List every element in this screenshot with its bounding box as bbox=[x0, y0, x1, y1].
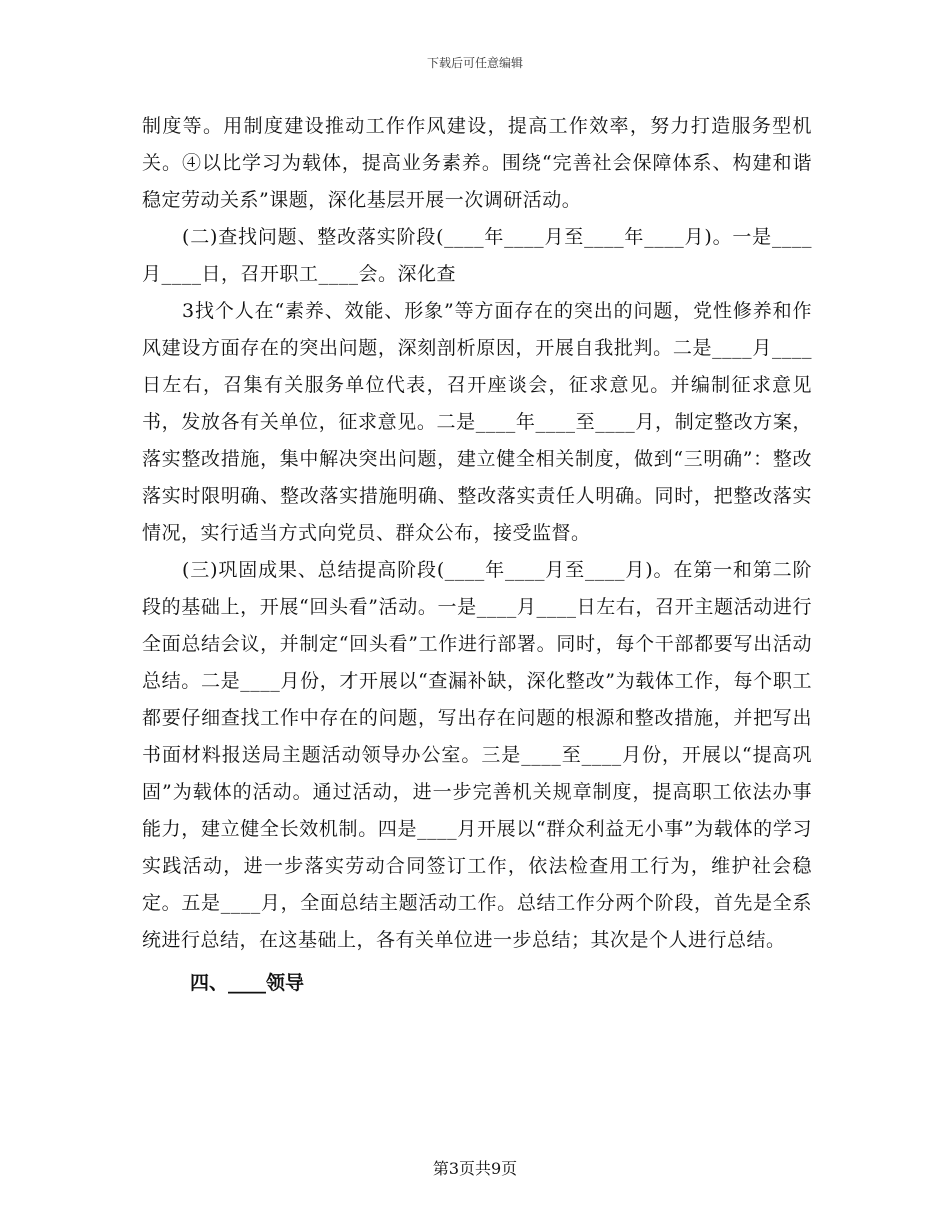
paragraph-stage-three: (三)巩固成果、总结提高阶段(____年____月至____月)。在第一和第二阶段的基础上，开展“回头看”活动。一是____月____日左右，召开主题活动进行全面总结会议，并制定“回头看”工作进行部署。同时，每个干部都要写出活动总结。二是____月份，才开展以“查漏补缺，深化整改”为载体工作，每个职工都要仔细查找工作中存在的问题，写出存在问题的根源和整改措施，并把写出书面材料报送局主题活动领导办公室。三是____至____月份，开展以“提高巩固”为载体的活动。通过活动，进一步完善机关规章制度，提高职工依法办事能力，建立健全长效机制。四是____月开展以“群众利益无小事”为载体的学习实践活动，进一步落实劳动合同签订工作，依法检查用工行为，维护社会稳定。五是____月，全面总结主题活动工作。总结工作分两个阶段，首先是全系统进行总结，在这基础上，各有关单位进一步总结；其次是个人进行总结。 bbox=[142, 559, 812, 951]
section-heading: 四、____领导 bbox=[190, 972, 305, 994]
paragraph-stage-two-detail: 3找个人在“素养、效能、形象”等方面存在的突出的问题，党性修养和作风建设方面存在的突出问题，深刻剖析原因，开展自我批判。二是____月____日左右，召集有关服务单位代表，召开座谈会，征求意见。并编制征求意见书，发放各有关单位，征求意见。二是____年____至____月，制定整改方案，落实整改措施，集中解决突出问题，建立健全相关制度，做到“三明确”：整改落实时限明确、整改落实措施明确、整改落实责任人明确。同时，把整改落实情况，实行适当方式向党员、群众公布，接受监督。 bbox=[142, 300, 812, 544]
document-body bbox=[142, 108, 812, 1002]
paragraph-stage-two: (二)查找问题、整改落实阶段(____年____月至____年____月)。一是____月____日，召开职工____会。深化查 bbox=[142, 226, 812, 285]
paragraph-continuation: 制度等。用制度建设推动工作作风建设，提高工作效率，努力打造服务型机关。④以比学习为载体，提高业务素养。围绕“完善社会保障体系、构建和谐稳定劳动关系”课题，深化基层开展一次调研活动。 bbox=[142, 115, 812, 211]
page-header: 下载后可任意编辑 bbox=[426, 56, 523, 70]
page-number: 第3页共9页 bbox=[432, 1159, 518, 1178]
